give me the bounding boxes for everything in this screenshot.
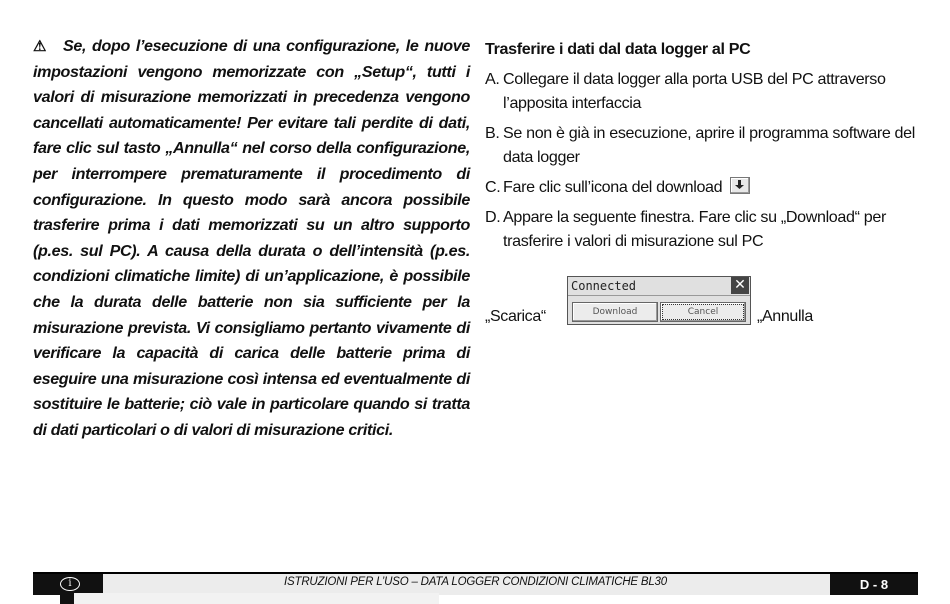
- step-letter: C.: [485, 178, 501, 196]
- language-i-icon: i: [60, 577, 80, 591]
- transfer-section: [485, 37, 920, 259]
- download-button[interactable]: Download: [572, 302, 658, 322]
- warning-triangle-icon: ⚠: [33, 38, 47, 55]
- dialog-illustration: [485, 270, 925, 330]
- footer-language-tab: [33, 572, 103, 595]
- annulla-label: „Annulla: [757, 308, 813, 325]
- download-icon[interactable]: [730, 177, 750, 194]
- step-letter: D.: [485, 208, 501, 226]
- step-letter: A.: [485, 70, 500, 88]
- step-text: Collegare il data logger alla porta USB del PC attraverso l’apposita interfaccia: [503, 70, 886, 112]
- step-letter: B.: [485, 124, 500, 142]
- step-text: Appare la seguente finestra. Fare clic su „Download“ per trasferire i valori di misurazione sul PC: [503, 208, 886, 250]
- dialog-title-bar: [568, 277, 750, 296]
- scarica-label: „Scarica“: [485, 308, 546, 325]
- connected-dialog: [567, 276, 751, 325]
- footer-bar: [33, 572, 918, 595]
- page-number: D - 8: [830, 574, 918, 595]
- step-b: [485, 121, 920, 169]
- step-text: Se non è già in esecuzione, aprire il programma software del data logger: [503, 124, 915, 166]
- step-a: [485, 67, 920, 115]
- footer-sub-bar: [74, 593, 439, 604]
- section-title: Trasferire i dati dal data logger al PC: [485, 40, 751, 58]
- step-c: [485, 175, 920, 199]
- close-icon[interactable]: ✕: [731, 277, 749, 294]
- warning-paragraph: [33, 34, 470, 444]
- warning-text: Se, dopo l’esecuzione di una configurazione, le nuove impostazioni vengono memorizzate con „Setup“, tutti i valori di misurazione memorizzati in precedenza vengono cancellati automaticamente! Per evitare tali perdite di dati, fare clic sul tasto „Annulla“ nel corso della configurazione, per interrompere prematuramente il procedimento di configurazione. In questo modo sarà ancora possibile trasferire prima i dati memorizzati su un altro supporto (p.es. sul PC). A causa della durata o dell’intensità (p.es. condizioni climatiche limite) di un’applicazione, è possibile che la durata delle batterie non sia sufficiente per la misurazione prevista. Vi consigliamo pertanto vivamente di verificare la capacità di carica delle batterie prima di eseguire una misurazione così intensa ed eventualmente di sostituire le batterie; ciò vale in particolare quando si tratta di dati particolari o di valori di misurazione critici.: [33, 37, 470, 439]
- footer-title: ISTRUZIONI PER L’USO – DATA LOGGER CONDIZIONI CLIMATICHE BL30: [284, 576, 667, 588]
- cancel-button[interactable]: Cancel: [660, 302, 746, 322]
- step-d: [485, 205, 920, 253]
- page-footer: [0, 572, 950, 604]
- step-text-wrap: [503, 175, 920, 199]
- dialog-title: Connected: [571, 279, 637, 293]
- footer-tab-stem: [60, 593, 74, 604]
- step-text: Fare clic sull’icona del download: [503, 178, 723, 196]
